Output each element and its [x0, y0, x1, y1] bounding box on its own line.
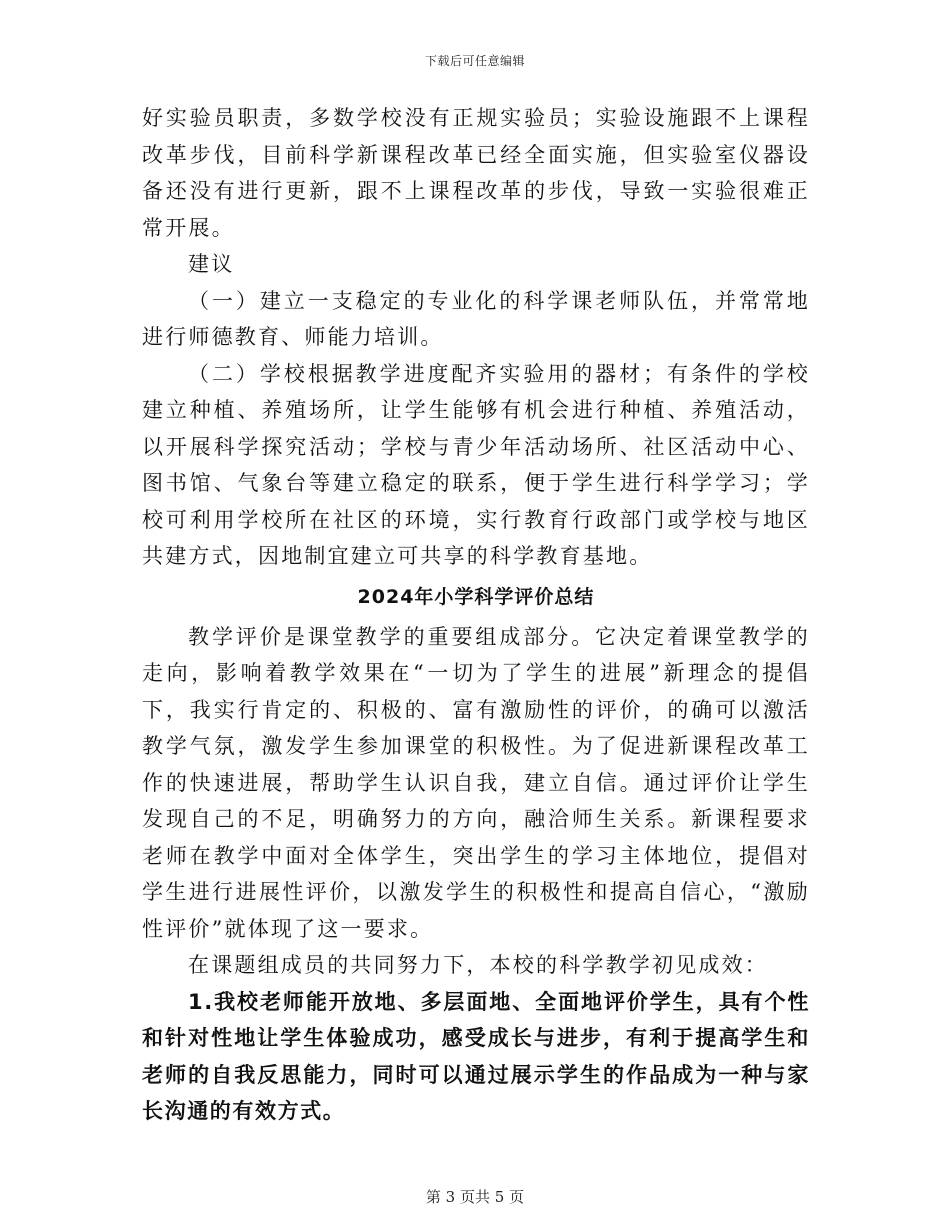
body-paragraph: 教学评价是课堂教学的重要组成部分。它决定着课堂教学的走向，影响着教学效果在“一切为了学生的进展”新理念的提倡下，我实行肯定的、积极的、富有激励性的评价，的确可以激活教学气氛，激发学生参加课堂的积极性。为了促进新课程改革工作的快速进展，帮助学生认识自我，建立自信。通过评价让学生发现自己的不足，明确努力的方向，融洽师生关系。新课程要求老师在教学中面对全体学生，突出学生的学习主体地位，提倡对学生进行进展性评价，以激发学生的积极性和提高自信心，“激励性评价”就体现了这一要求。: [142, 624, 810, 941]
body-paragraph: （一）建立一支稳定的专业化的科学课老师队伍，并常常地进行师德教育、师能力培训。: [142, 288, 810, 349]
body-paragraph: 好实验员职责，多数学校没有正规实验员；实验设施跟不上课程改革步伐，目前科学新课程改革已经全面实施，但实验室仪器设备还没有进行更新，跟不上课程改革的步伐，导致一实验很难正常开展。: [142, 106, 810, 240]
page-footer: 第 3 页共 5 页: [425, 1188, 525, 1206]
body-paragraph: （二）学校根据教学进度配齐实验用的器材；有条件的学校建立种植、养殖场所，让学生能够有机会进行种植、养殖活动，以开展科学探究活动；学校与青少年活动场所、社区活动中心、图书馆、气象台等建立稳定的联系，便于学生进行科学学习；学校可利用学校所在社区的环境，实行教育行政部门或学校与地区共建方式，因地制宜建立可共享的科学教育基地。: [142, 361, 810, 568]
document-body: [142, 100, 810, 1130]
body-paragraph: 建议: [188, 252, 235, 276]
section-title: 2024年小学科学评价总结: [357, 585, 595, 608]
body-paragraph: 在课题组成员的共同努力下，本校的科学教学初见成效：: [188, 953, 768, 977]
page-header: 下载后可任意编辑: [424, 54, 525, 68]
bold-paragraph: 1.我校老师能开放地、多层面地、全面地评价学生，具有个性和针对性地让学生体验成功，感受成长与进步，有利于提高学生和老师的自我反思能力，同时可以通过展示学生的作品成为一种与家长沟通的有效方式。: [142, 989, 810, 1123]
